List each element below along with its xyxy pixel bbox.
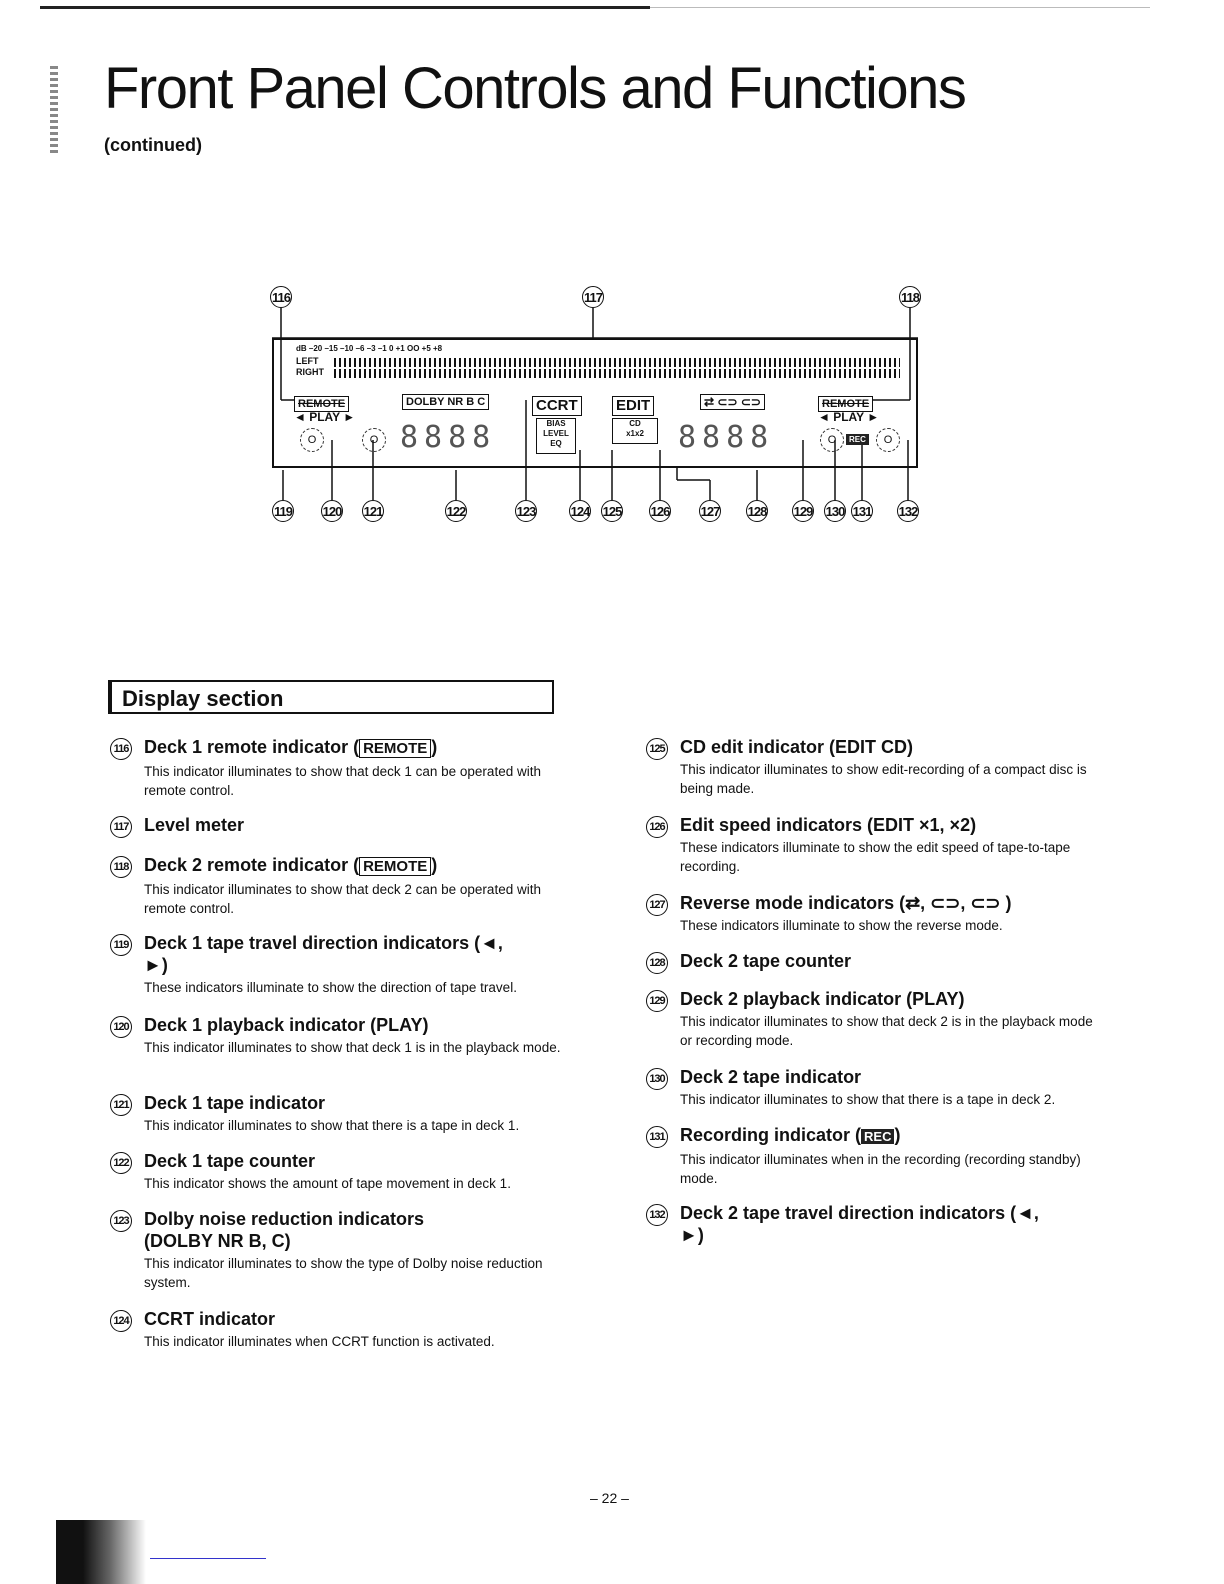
heading-end: ) bbox=[431, 855, 438, 875]
list-item bbox=[110, 1014, 562, 1092]
list-item bbox=[110, 814, 562, 854]
meter-right-label: RIGHT bbox=[296, 367, 324, 377]
heading-end: ) bbox=[431, 737, 438, 757]
item-heading: Edit speed indicators (EDIT ×1, ×2) bbox=[680, 815, 977, 835]
item-description: This indicator illuminates to show that there is a tape in deck 2. bbox=[680, 1092, 1056, 1107]
meter-right-bars bbox=[334, 369, 900, 378]
deck1-right-reel: O bbox=[362, 428, 386, 452]
item-description: This indicator illuminates to show the type of Dolby noise reduction system. bbox=[144, 1256, 543, 1290]
callout-116: 116 bbox=[270, 286, 292, 308]
right-column bbox=[646, 736, 1098, 1252]
item-description: These indicators illuminate to show the reverse mode. bbox=[680, 918, 1003, 933]
deck1-left-reel: O bbox=[300, 428, 324, 452]
callout-132: 132 bbox=[897, 500, 919, 522]
item-number: 123 bbox=[110, 1210, 132, 1232]
list-item bbox=[646, 736, 1098, 814]
list-item bbox=[110, 854, 562, 932]
ccrt-indicator: CCRT bbox=[532, 396, 582, 416]
list-item bbox=[110, 1208, 562, 1308]
item-number: 118 bbox=[110, 856, 132, 878]
callout-125: 125 bbox=[601, 500, 623, 522]
edit-speed-label: x1x2 bbox=[626, 429, 644, 438]
item-number: 116 bbox=[110, 738, 132, 760]
callout-120: 120 bbox=[321, 500, 343, 522]
list-item bbox=[646, 950, 1098, 988]
bias-level-eq-box bbox=[536, 418, 576, 454]
display-panel bbox=[272, 338, 918, 468]
item-heading: Deck 2 tape counter bbox=[680, 951, 852, 971]
item-number: 127 bbox=[646, 894, 668, 916]
page-title: Front Panel Controls and Functions bbox=[104, 56, 966, 121]
eq-label: EQ bbox=[550, 439, 562, 448]
callout-127: 127 bbox=[699, 500, 721, 522]
heading-text: Recording indicator ( bbox=[680, 1125, 862, 1145]
list-item bbox=[646, 1202, 1098, 1252]
edit-indicator: EDIT bbox=[612, 396, 654, 416]
callout-121: 121 bbox=[362, 500, 384, 522]
list-item bbox=[110, 1150, 562, 1208]
heading-end: ) bbox=[894, 1125, 901, 1145]
item-number: 117 bbox=[110, 816, 132, 838]
deck2-right-reel: O bbox=[876, 428, 900, 452]
list-item bbox=[646, 988, 1098, 1066]
item-number: 121 bbox=[110, 1094, 132, 1116]
item-description: This indicator illuminates to show edit-recording of a compact disc is being made. bbox=[680, 762, 1087, 796]
item-heading: CCRT indicator bbox=[144, 1309, 276, 1329]
item-description: This indicator shows the amount of tape movement in deck 1. bbox=[144, 1176, 511, 1191]
deck1-play-indicator: ◄ PLAY ► bbox=[294, 410, 356, 424]
item-number: 132 bbox=[646, 1204, 668, 1226]
item-description: This indicator illuminates to show that deck 1 can be operated with remote control. bbox=[144, 764, 541, 798]
deck2-remote-indicator: REMOTE bbox=[818, 396, 873, 412]
item-heading bbox=[680, 1124, 1098, 1148]
item-description: These indicators illuminate to show the direction of tape travel. bbox=[144, 980, 517, 995]
item-number: 131 bbox=[646, 1126, 668, 1148]
callout-126: 126 bbox=[649, 500, 671, 522]
page-subtitle: (continued) bbox=[104, 135, 202, 155]
list-item bbox=[110, 932, 562, 1014]
item-heading: Deck 1 tape counter bbox=[144, 1151, 316, 1171]
callout-129: 129 bbox=[792, 500, 814, 522]
item-number: 119 bbox=[110, 934, 132, 956]
scan-artifact-line bbox=[150, 1558, 266, 1559]
heading-text: Deck 2 remote indicator ( bbox=[144, 855, 360, 875]
item-heading: Deck 1 tape travel direction indicators (◄, ►) bbox=[144, 933, 503, 975]
heading-text: Deck 1 remote indicator ( bbox=[144, 737, 360, 757]
remote-box: REMOTE bbox=[359, 739, 431, 758]
callout-128: 128 bbox=[746, 500, 768, 522]
item-heading: CD edit indicator (EDIT CD) bbox=[680, 737, 913, 757]
deck1-tape-counter: 8888 bbox=[400, 420, 497, 455]
item-heading: Dolby noise reduction indicators (DOLBY NR B, C) bbox=[144, 1209, 425, 1251]
item-heading: Deck 1 tape indicator bbox=[144, 1093, 326, 1113]
list-item bbox=[646, 1124, 1098, 1202]
callout-118: 118 bbox=[899, 286, 921, 308]
deck2-play-indicator: ◄ PLAY ► bbox=[818, 410, 880, 424]
item-number: 126 bbox=[646, 816, 668, 838]
item-number: 120 bbox=[110, 1016, 132, 1038]
item-number: 125 bbox=[646, 738, 668, 760]
section-title: Display section bbox=[122, 686, 284, 711]
leader-lines bbox=[0, 0, 1224, 560]
meter-scale: dB –20 –15 –10 –6 –3 –1 0 +1 OO +5 +8 bbox=[296, 344, 443, 353]
item-heading: Deck 1 playback indicator (PLAY) bbox=[144, 1015, 429, 1035]
item-description: These indicators illuminate to show the edit speed of tape-to-tape recording. bbox=[680, 840, 1071, 874]
list-item bbox=[110, 736, 562, 814]
callout-119: 119 bbox=[272, 500, 294, 522]
item-heading: Deck 2 tape travel direction indicators (◄, ►) bbox=[680, 1203, 1039, 1245]
deck2-tape-counter: 8888 bbox=[678, 420, 775, 455]
list-item bbox=[110, 1308, 562, 1358]
item-heading bbox=[144, 854, 562, 878]
meter-left-label: LEFT bbox=[296, 356, 319, 366]
item-description: This indicator illuminates when in the recording (recording standby) mode. bbox=[680, 1152, 1081, 1186]
deck1-remote-indicator: REMOTE bbox=[294, 396, 349, 412]
item-description: This indicator illuminates when CCRT function is activated. bbox=[144, 1334, 495, 1349]
rec-badge: REC bbox=[861, 1129, 894, 1144]
callout-130: 130 bbox=[824, 500, 846, 522]
item-number: 130 bbox=[646, 1068, 668, 1090]
reverse-mode-indicator: ⇄ ⊂⊃ ⊂⊃ bbox=[700, 394, 765, 410]
list-item bbox=[646, 814, 1098, 892]
item-heading: Deck 2 tape indicator bbox=[680, 1067, 862, 1087]
callout-131: 131 bbox=[851, 500, 873, 522]
item-description: This indicator illuminates to show that deck 2 is in the playback mode or recording mode. bbox=[680, 1014, 1093, 1048]
rec-indicator: REC bbox=[846, 434, 869, 445]
list-item bbox=[110, 1092, 562, 1150]
level-label: LEVEL bbox=[543, 429, 569, 438]
item-heading: Level meter bbox=[144, 815, 245, 835]
callout-117: 117 bbox=[582, 286, 604, 308]
scan-artifact bbox=[56, 1520, 146, 1584]
callout-124: 124 bbox=[569, 500, 591, 522]
item-heading: Deck 2 playback indicator (PLAY) bbox=[680, 989, 965, 1009]
page-number: – 22 – bbox=[590, 1490, 629, 1506]
section-header bbox=[108, 680, 554, 714]
dolby-nr-indicator: DOLBY NR B C bbox=[402, 394, 489, 410]
callout-123: 123 bbox=[515, 500, 537, 522]
list-item bbox=[646, 1066, 1098, 1124]
item-number: 128 bbox=[646, 952, 668, 974]
item-number: 129 bbox=[646, 990, 668, 1012]
item-heading bbox=[144, 736, 562, 760]
item-description: This indicator illuminates to show that there is a tape in deck 1. bbox=[144, 1118, 520, 1133]
cd-speed-box bbox=[612, 418, 658, 444]
bias-label: BIAS bbox=[546, 419, 566, 428]
item-description: This indicator illuminates to show that deck 2 can be operated with remote control. bbox=[144, 882, 541, 916]
left-column bbox=[110, 736, 562, 1358]
item-number: 124 bbox=[110, 1310, 132, 1332]
cd-edit-label: CD bbox=[629, 419, 641, 428]
item-description: This indicator illuminates to show that deck 1 is in the playback mode. bbox=[144, 1040, 561, 1055]
item-number: 122 bbox=[110, 1152, 132, 1174]
item-heading: Reverse mode indicators (⇄, ⊂⊃, ⊂⊃ ) bbox=[680, 893, 1012, 913]
deck2-left-reel: O bbox=[820, 428, 844, 452]
meter-left-bars bbox=[334, 358, 900, 367]
list-item bbox=[646, 892, 1098, 950]
remote-box: REMOTE bbox=[359, 857, 431, 876]
callout-122: 122 bbox=[445, 500, 467, 522]
